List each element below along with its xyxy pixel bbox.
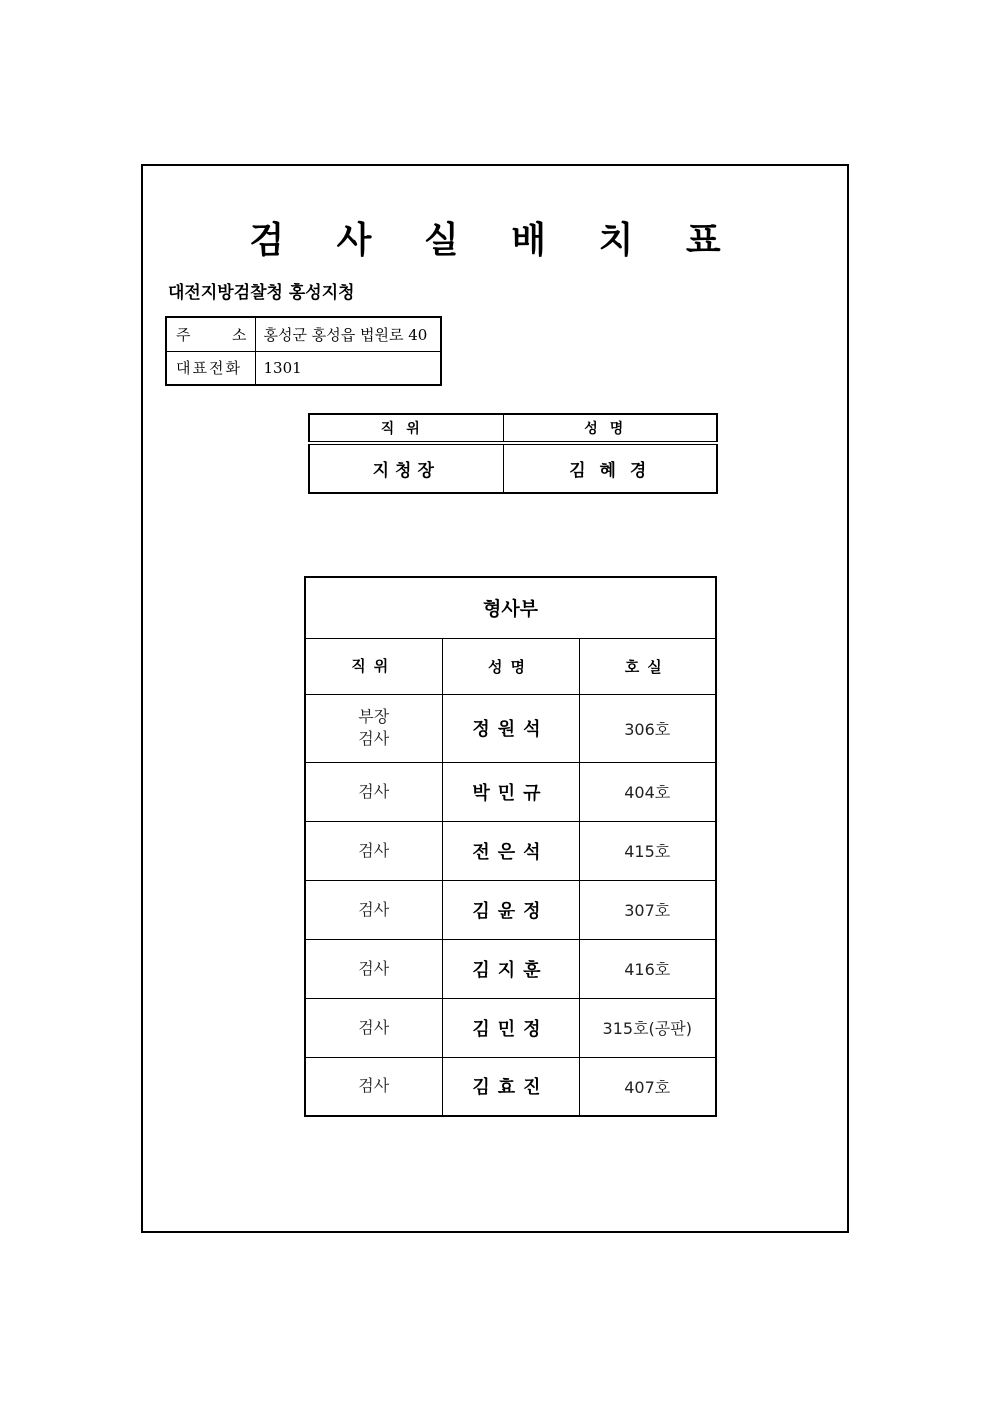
row-position-line: 검사: [358, 840, 390, 860]
department-table: [304, 576, 717, 1117]
office-info-table: [165, 316, 442, 386]
head-position: 지청장: [309, 443, 503, 493]
row-position-line: 검사: [358, 1076, 390, 1096]
table-row: [305, 821, 716, 880]
table-row: [305, 939, 716, 998]
row-name: 정원석: [442, 694, 579, 762]
col-header-position: 직위: [305, 638, 442, 694]
row-position-line: 부장: [358, 707, 390, 726]
col-header-room: 호실: [579, 638, 716, 694]
row-position-line: 검사: [358, 1017, 390, 1037]
head-col-name: 성명: [503, 414, 717, 443]
row-position: [305, 762, 442, 821]
document-title: 검 사 실 배 치 표: [249, 219, 741, 261]
department-title: 형사부: [305, 577, 716, 638]
table-row: [305, 1057, 716, 1116]
address-value: 홍성군 홍성읍 법원로 40: [255, 317, 441, 351]
row-position: [305, 998, 442, 1057]
address-row: [166, 317, 441, 351]
row-name: 김효진: [442, 1057, 579, 1116]
address-label-part2: 소: [232, 325, 247, 344]
table-row: [305, 762, 716, 821]
row-position: [305, 694, 442, 762]
head-name: 김 혜 경: [503, 443, 717, 493]
row-name: 김지훈: [442, 939, 579, 998]
row-position-line: 검사: [358, 899, 390, 919]
phone-value: 1301: [255, 351, 441, 385]
phone-row: [166, 351, 441, 385]
table-row: [305, 998, 716, 1057]
office-name: 대전지방검찰청 홍성지청: [168, 283, 355, 303]
head-col-position: 직위: [309, 414, 503, 443]
row-room: 315호(공판): [579, 998, 716, 1057]
row-position-line: 검사: [358, 729, 390, 748]
row-position-line: 검사: [358, 781, 390, 801]
head-table-data-row: [309, 443, 717, 493]
col-header-name: 성명: [442, 638, 579, 694]
row-position: [305, 939, 442, 998]
table-row: [305, 694, 716, 762]
row-position: [305, 1057, 442, 1116]
address-label-cell: [166, 317, 255, 351]
department-title-row: [305, 577, 716, 638]
row-name: 전은석: [442, 821, 579, 880]
row-room: 306호: [579, 694, 716, 762]
row-name: 김민정: [442, 998, 579, 1057]
row-position-line: 검사: [358, 958, 390, 978]
phone-label: 대표전화: [166, 351, 255, 385]
row-room: 407호: [579, 1057, 716, 1116]
head-table-header-row: [309, 414, 717, 443]
row-name: 김윤정: [442, 880, 579, 939]
row-room: 415호: [579, 821, 716, 880]
row-room: 404호: [579, 762, 716, 821]
address-label-part1: 주: [176, 325, 191, 344]
head-table: [308, 413, 718, 494]
row-position: [305, 821, 442, 880]
department-header-row: [305, 638, 716, 694]
table-row: [305, 880, 716, 939]
row-name: 박민규: [442, 762, 579, 821]
row-room: 416호: [579, 939, 716, 998]
row-room: 307호: [579, 880, 716, 939]
row-position: [305, 880, 442, 939]
